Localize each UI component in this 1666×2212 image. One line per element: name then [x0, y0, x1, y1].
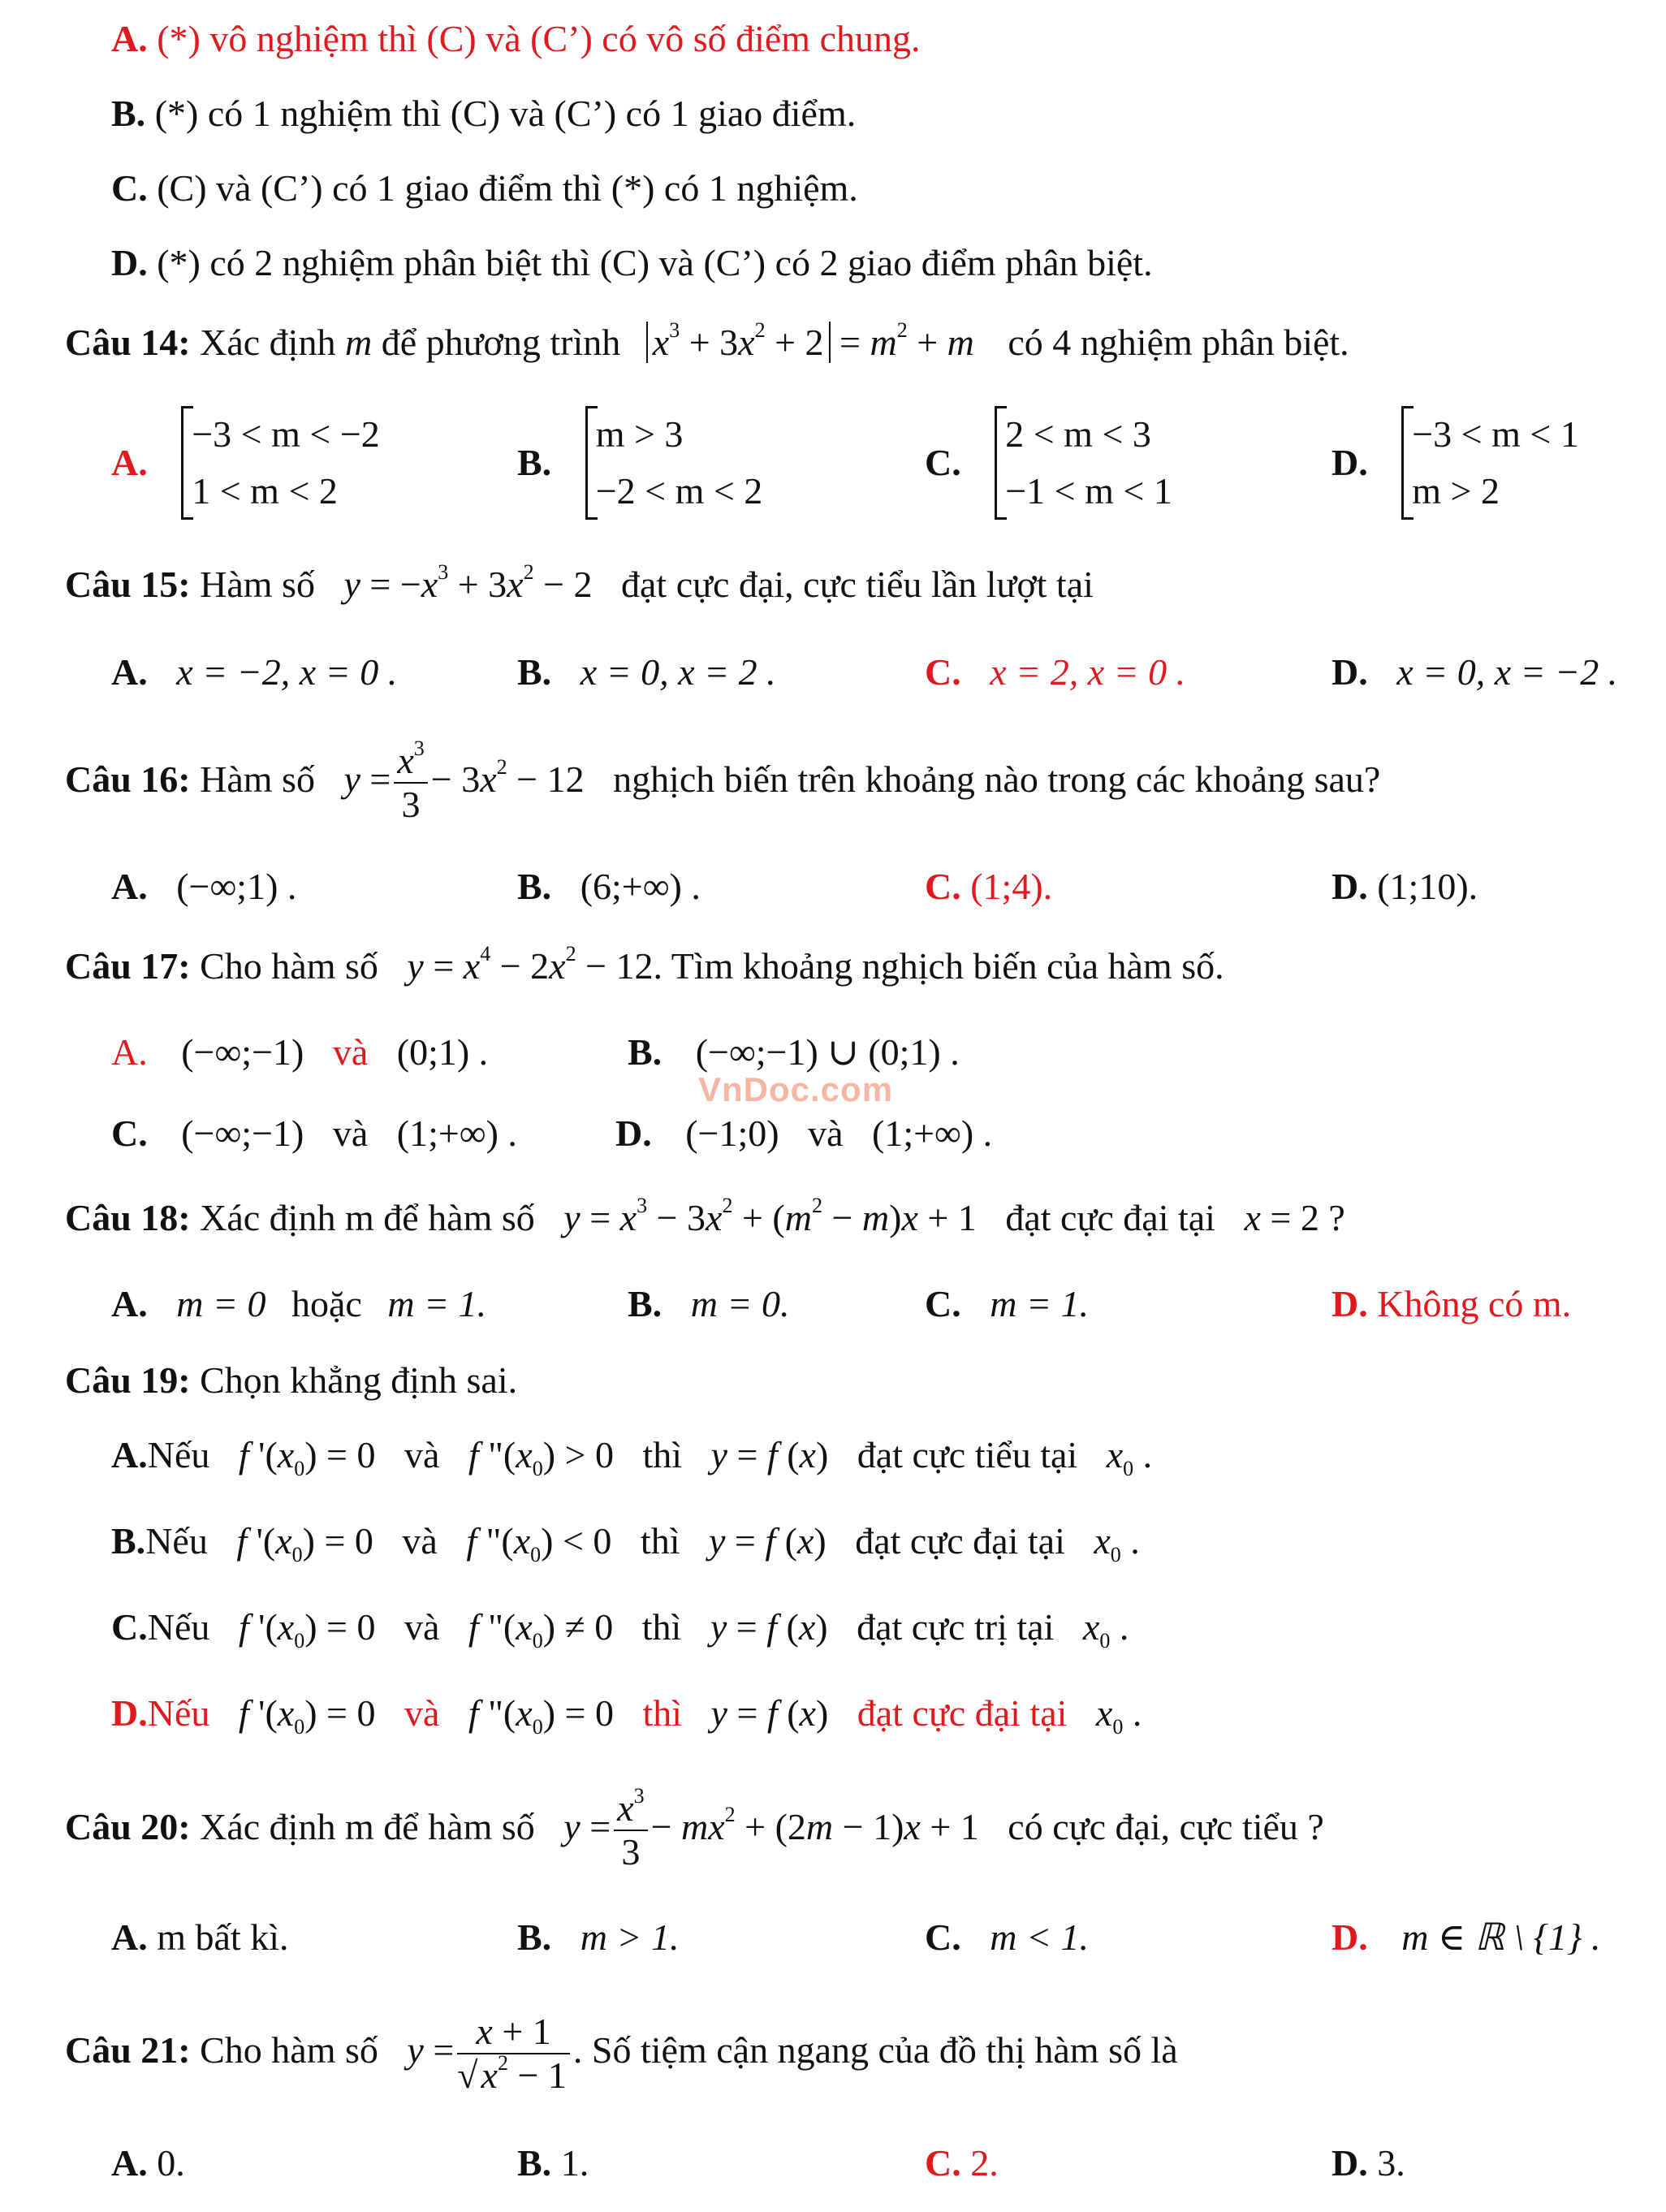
q20-option-c: C. m < 1.: [925, 1916, 1089, 1958]
q14-equation: $x^3 + 3x^2 + 2 = m^2 + m$: [646, 322, 974, 363]
q14-label: Câu 14:: [65, 322, 191, 363]
q14-option-d: D. −3 < m < 1 m > 2: [1332, 406, 1579, 520]
q19-option-a: A.Nếu f '$(x_0) = 0$ và f "$(x_0) > 0$ thì y = f (x) đạt cực tiểu tại $x_0$ .: [111, 1434, 1153, 1480]
q21-option-b: B. 1.: [517, 2142, 589, 2184]
q18-option-c: C. m = 1.: [925, 1283, 1089, 1324]
q15-option-c: C. x = 2, x = 0 .: [925, 651, 1186, 693]
q17-function: $y = x^4 - 2x^2 - 12$: [407, 942, 654, 987]
q20-option-d: D. m ∈ ℝ \ {1} .: [1332, 1916, 1601, 1958]
q17-option-d: D. (−1;0) và (1;+∞) .: [615, 1112, 993, 1154]
q16-option-a: A. (−∞;1) .: [111, 866, 297, 907]
q14-option-b: B. m > 3 −2 < m < 2: [517, 406, 762, 520]
q19-option-d: D.Nếu f '$(x_0) = 0$ và f "$(x_0) = 0$ thì y = f (x) đạt cực đại tại $x_0$ .: [111, 1692, 1142, 1739]
q21-stem: Câu 21: Cho hàm số y = $\frac{x + 1}{√x^2 - 1}$ . Số tiệm cận ngang của đồ thị hàm số là: [65, 2011, 1178, 2097]
q17-option-c: C. (−∞;−1) và (1;+∞) .: [111, 1112, 517, 1154]
q17-option-a: A. (−∞;−1) và (0;1) .: [111, 1031, 489, 1073]
q20-option-b: B. m > 1.: [517, 1916, 680, 1958]
q15-option-a: A. x = −2, x = 0 .: [111, 651, 398, 693]
vndoc-watermark: VnDoc.com: [698, 1070, 894, 1108]
q20-function: y = $\frac{x^3}{3}$ − $mx^2 + (2m - 1)x + 1$: [563, 1784, 979, 1873]
q18-option-a: A. m = 0 hoặc m = 1.: [111, 1283, 487, 1324]
q14-option-c: C. 2 < m < 3 −1 < m < 1: [925, 406, 1172, 520]
q20-stem: Câu 20: Xác định m để hàm số y = $\frac{x^3}{3}$ − $mx^2 + (2m - 1)x + 1$ có cực đại, cực tiểu ?: [65, 1784, 1324, 1873]
q16-option-b: B. (6;+∞) .: [517, 866, 701, 907]
q21-option-c: C. 2.: [925, 2142, 999, 2184]
q15-function: $y = -x^3 + 3x^2 - 2$: [343, 560, 593, 605]
q16-option-d: D. (1;10).: [1332, 866, 1478, 907]
q17-option-b: B. (−∞;−1) ∪ (0;1) .: [628, 1031, 960, 1073]
q19-option-c: C.Nếu f '$(x_0) = 0$ và f "$(x_0) \ne 0$ thì y = f (x) đạt cực trị tại $x_0$ .: [111, 1606, 1129, 1653]
q16-function: y = $\frac{x^3}{3}$ − $3x^2 - 12$: [343, 737, 585, 826]
q15-option-b: B. x = 0, x = 2 .: [517, 651, 776, 693]
q18-function: $y = x^3 - 3x^2 + (m^2 - m)x + 1$: [563, 1194, 977, 1238]
q16-stem: Câu 16: Hàm số y = $\frac{x^3}{3}$ − $3x^2 - 12$ nghịch biến trên khoảng nào trong các khoảng sau?: [65, 737, 1381, 826]
q21-function: y = $\frac{x + 1}{√x^2 - 1}$: [407, 2029, 573, 2071]
q20-option-a: A. m bất kì.: [111, 1916, 289, 1958]
q18-option-b: B. m = 0.: [628, 1283, 790, 1324]
q19-option-b: B.Nếu f '$(x_0) = 0$ và f "$(x_0) < 0$ thì y = f (x) đạt cực đại tại $x_0$ .: [111, 1520, 1140, 1566]
q18-option-d: D. Không có m.: [1332, 1283, 1572, 1324]
q21-option-d: D. 3.: [1332, 2142, 1405, 2184]
q16-option-c: C. (1;4).: [925, 866, 1053, 907]
q21-option-a: A. 0.: [111, 2142, 185, 2184]
q14-option-a: A. −3 < m < −2 1 < m < 2: [111, 406, 380, 520]
q15-option-d: D. x = 0, x = −2 .: [1332, 651, 1618, 693]
